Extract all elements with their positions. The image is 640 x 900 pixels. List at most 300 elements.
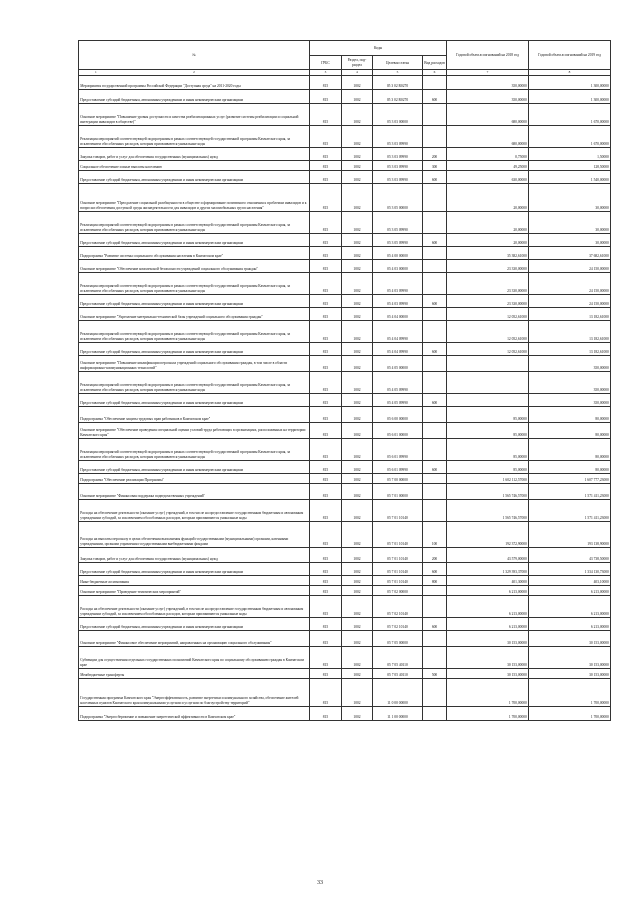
table-row — [79, 668, 611, 678]
row-amount-2019: 350,00000 — [529, 393, 611, 406]
row-name: Закупка товаров, работ и услуг для обеспечения государственных (муниципальных) нужд — [79, 147, 310, 160]
row-target-code: 05 7 02 10140 — [373, 617, 423, 630]
row-amount-2018: 0,75000 — [447, 147, 529, 160]
row-amount-2018: 1 700,00000 — [447, 678, 529, 706]
row-grbs: 815 — [310, 562, 342, 575]
row-section: 1002 — [342, 233, 373, 246]
row-target-code: 11 1 00 00000 — [373, 706, 423, 720]
row-target-code: 05 3 03 09990 — [373, 147, 423, 160]
row-name: Иные бюджетные ассигнования — [79, 575, 310, 585]
page-number: 33 — [317, 880, 323, 886]
row-grbs: 815 — [310, 547, 342, 562]
row-name: Основное мероприятие "Преодоление социальной разобщенности в обществе и формирование позитивного отношения к проблемам инвалидов и к вопросам обеспечения доступной среды жизнедеятельности для инвалидов и других маломобильных групп населения" — [79, 183, 310, 211]
row-amount-2019: 24 150,00000 — [529, 259, 611, 272]
row-section: 1002 — [342, 307, 373, 320]
row-name: Государственная программа Камчатского края "Энергоэффективность, развитие энергетики и коммунального хозяйства, обеспечение жителей населенных пунктов Камчатского края коммунальными услугами и услугами по благоустройству территорий" — [79, 678, 310, 706]
row-name: Основное мероприятие "Обеспечение комплексной безопасности учреждений социального обслуживания граждан" — [79, 259, 310, 272]
row-section: 1002 — [342, 678, 373, 706]
row-grbs: 815 — [310, 499, 342, 521]
row-amount-2019: 350,00000 — [529, 371, 611, 393]
row-section: 1002 — [342, 75, 373, 89]
table-row — [79, 585, 611, 595]
row-grbs: 815 — [310, 706, 342, 720]
row-expense-type: 600 — [423, 294, 447, 307]
row-grbs: 815 — [310, 406, 342, 422]
row-grbs: 815 — [310, 678, 342, 706]
row-target-code: 05 3 05 09990 — [373, 233, 423, 246]
row-target-code: 05 4 03 09990 — [373, 272, 423, 294]
row-section: 1002 — [342, 575, 373, 585]
row-amount-2018: 1 602 112,57000 — [447, 473, 529, 483]
row-expense-type: 600 — [423, 562, 447, 575]
row-amount-2018: 20,00000 — [447, 233, 529, 246]
header-target: Целевая статья — [373, 56, 423, 70]
row-amount-2018: 1 565 746,57000 — [447, 483, 529, 499]
row-section: 1002 — [342, 668, 373, 678]
row-target-code: 05 3 03 09990 — [373, 170, 423, 183]
row-grbs: 815 — [310, 147, 342, 160]
row-name: Предоставление субсидий бюджетным, автономным учреждениям и иным некоммерческим организациям — [79, 460, 310, 473]
row-amount-2019: 403,10000 — [529, 575, 611, 585]
row-name: Предоставление субсидий бюджетным, автономным учреждениям и иным некоммерческим организациям — [79, 170, 310, 183]
row-section: 1002 — [342, 183, 373, 211]
row-section: 1002 — [342, 320, 373, 342]
row-expense-type — [423, 211, 447, 233]
row-amount-2018: 35 382,61000 — [447, 246, 529, 259]
table-row — [79, 259, 611, 272]
header-section: Раздел, под-раздел — [342, 56, 373, 70]
row-expense-type — [423, 259, 447, 272]
row-expense-type — [423, 630, 447, 646]
column-number-8: 8 — [529, 70, 611, 75]
row-amount-2018: 680,00000 — [447, 103, 529, 125]
table-row — [79, 246, 611, 259]
row-name: Реализация мероприятий соответствующей подпрограммы в рамках соответствующей государственной программы Камчатского края, за исключением обособленных расходов, которым присваиваются уникальные коды — [79, 125, 310, 147]
table-row — [79, 473, 611, 483]
row-expense-type — [423, 320, 447, 342]
row-name: Предоставление субсидий бюджетным, автономным учреждениям и иным некоммерческим организациям — [79, 393, 310, 406]
row-section: 1002 — [342, 170, 373, 183]
row-expense-type — [423, 473, 447, 483]
table-row — [79, 499, 611, 521]
row-target-code: 05 3 03 09990 — [373, 160, 423, 170]
row-amount-2018: 192 372,90000 — [447, 521, 529, 547]
table-row — [79, 342, 611, 355]
row-expense-type — [423, 371, 447, 393]
row-expense-type — [423, 585, 447, 595]
row-amount-2019: 1 700,00000 — [529, 706, 611, 720]
row-grbs: 815 — [310, 233, 342, 246]
row-target-code: 05 6 00 00000 — [373, 406, 423, 422]
column-number-3: 3 — [310, 70, 342, 75]
row-section: 1002 — [342, 406, 373, 422]
row-target-code: 05 3 05 09990 — [373, 211, 423, 233]
table-row — [79, 233, 611, 246]
row-amount-2019: 80,00000 — [529, 438, 611, 460]
row-amount-2019: 1 700,00000 — [529, 678, 611, 706]
row-grbs: 815 — [310, 393, 342, 406]
budget-table-sheet — [78, 40, 610, 721]
row-amount-2018: 23 330,00000 — [447, 272, 529, 294]
row-amount-2019: 1 571 411,23000 — [529, 483, 611, 499]
table-row — [79, 320, 611, 342]
header-codes-group: Коды — [310, 41, 447, 56]
row-amount-2019: 13 182,61000 — [529, 307, 611, 320]
row-target-code: 05 7 00 00000 — [373, 473, 423, 483]
row-section: 1002 — [342, 706, 373, 720]
row-target-code: 05 4 05 00000 — [373, 355, 423, 371]
column-number-6: 6 — [423, 70, 447, 75]
row-grbs: 815 — [310, 668, 342, 678]
row-amount-2019: 128,50000 — [529, 160, 611, 170]
table-row — [79, 460, 611, 473]
table-row — [79, 438, 611, 460]
row-amount-2019: 1 571 411,23000 — [529, 499, 611, 521]
row-section: 1002 — [342, 259, 373, 272]
row-amount-2018: 23 330,00000 — [447, 259, 529, 272]
row-name: Предоставление субсидий бюджетным, автономным учреждениям и иным некоммерческим организациям — [79, 562, 310, 575]
table-row — [79, 562, 611, 575]
row-name: Предоставление субсидий бюджетным, автономным учреждениям и иным некоммерческим организациям — [79, 294, 310, 307]
row-target-code: 05 6 01 09990 — [373, 460, 423, 473]
row-section: 1002 — [342, 547, 373, 562]
row-grbs: 815 — [310, 211, 342, 233]
row-amount-2018: 12 052,61000 — [447, 320, 529, 342]
row-amount-2019: 350,00000 — [529, 355, 611, 371]
row-expense-type: 600 — [423, 170, 447, 183]
row-expense-type: 800 — [423, 575, 447, 585]
row-name: Реализация мероприятий соответствующей подпрограммы в рамках соответствующей государственной программы Камчатского края, за исключением обособленных расходов, которым присваиваются уникальные коды — [79, 320, 310, 342]
row-target-code: 05 3 03 00000 — [373, 103, 423, 125]
row-section: 1002 — [342, 438, 373, 460]
row-name: Субвенции для осуществления отдельных государственных полномочий Камчатского края по социальному обслуживанию граждан в Камчатском крае — [79, 646, 310, 668]
table-row — [79, 170, 611, 183]
row-name: Основное мероприятие "Финансовое обеспечение мероприятий, направленных на организацию социального обслуживания" — [79, 630, 310, 646]
table-row — [79, 355, 611, 371]
row-section: 1002 — [342, 342, 373, 355]
row-expense-type — [423, 678, 447, 706]
row-name: Основное мероприятие "Проведение тематических мероприятий" — [79, 585, 310, 595]
column-number-7: 7 — [447, 70, 529, 75]
row-target-code: 05 7 01 00000 — [373, 483, 423, 499]
row-name: Основное мероприятие "Финансовая поддержка подведомственных учреждений" — [79, 483, 310, 499]
row-section: 1002 — [342, 646, 373, 668]
row-amount-2019: 24 150,00000 — [529, 294, 611, 307]
row-amount-2019: 30 153,00000 — [529, 630, 611, 646]
row-name: Предоставление субсидий бюджетным, автономным учреждениям и иным некоммерческим организациям — [79, 342, 310, 355]
row-expense-type: 500 — [423, 668, 447, 678]
row-target-code: 05 7 05 40110 — [373, 668, 423, 678]
table-row — [79, 75, 611, 89]
column-number-5: 5 — [373, 70, 423, 75]
column-number-cell — [79, 70, 310, 75]
row-name: Предоставление субсидий бюджетным, автономным учреждениям и иным некоммерческим организациям — [79, 617, 310, 630]
row-name: Закупка товаров, работ и услуг для обеспечения государственных (муниципальных) нужд — [79, 547, 310, 562]
row-amount-2018: 630,00000 — [447, 170, 529, 183]
row-target-code: 05 3 05 00000 — [373, 183, 423, 211]
row-grbs: 815 — [310, 371, 342, 393]
row-grbs: 815 — [310, 460, 342, 473]
row-expense-type: 600 — [423, 460, 447, 473]
row-amount-2018: 85,00000 — [447, 438, 529, 460]
row-expense-type — [423, 183, 447, 211]
row-expense-type — [423, 646, 447, 668]
table-row — [79, 617, 611, 630]
row-amount-2019: 30 153,00000 — [529, 646, 611, 668]
table-row — [79, 646, 611, 668]
row-amount-2019: 1 300,00000 — [529, 89, 611, 103]
row-amount-2018: 49,25000 — [447, 160, 529, 170]
table-body — [79, 75, 611, 720]
row-name: Реализация мероприятий соответствующей подпрограммы в рамках соответствующей государственной программы Камчатского края, за исключением обособленных расходов, которым присваиваются уникальные коды — [79, 438, 310, 460]
row-amount-2018: 20,00000 — [447, 211, 529, 233]
table-row — [79, 147, 611, 160]
row-expense-type: 600 — [423, 617, 447, 630]
row-amount-2018 — [447, 355, 529, 371]
row-section: 1002 — [342, 147, 373, 160]
row-grbs: 815 — [310, 355, 342, 371]
row-grbs: 815 — [310, 170, 342, 183]
table-row — [79, 272, 611, 294]
row-expense-type: 600 — [423, 233, 447, 246]
row-amount-2019: 80,00000 — [529, 406, 611, 422]
row-expense-type — [423, 103, 447, 125]
table-row — [79, 595, 611, 617]
row-grbs: 815 — [310, 422, 342, 438]
row-amount-2019: 6 213,00000 — [529, 585, 611, 595]
row-name: Социальное обеспечение и иные выплаты населению — [79, 160, 310, 170]
row-amount-2018: 1 565 746,57000 — [447, 499, 529, 521]
row-section: 1002 — [342, 521, 373, 547]
row-grbs: 815 — [310, 183, 342, 211]
row-amount-2018: 1 329 393,37000 — [447, 562, 529, 575]
row-name: Подпрограмма "Обеспечение защиты трудовых прав работников в Камчатском крае" — [79, 406, 310, 422]
row-grbs: 815 — [310, 75, 342, 89]
row-amount-2019: 193 138,90000 — [529, 521, 611, 547]
row-amount-2019: 80,00000 — [529, 460, 611, 473]
table-row — [79, 422, 611, 438]
row-amount-2019: 24 150,00000 — [529, 272, 611, 294]
header-amount-2018: Годовой объем ассигнований на 2018 год — [447, 41, 529, 70]
row-name: Расходы на обеспечение деятельности (оказание услуг) учреждений, в том числе на предоставление государственным бюджетным и автономным учреждениям субсидий, за исключением обособленных расходов, которым присваиваются уникальные коды — [79, 499, 310, 521]
row-section: 1002 — [342, 294, 373, 307]
row-target-code: 05 7 02 00000 — [373, 585, 423, 595]
row-name: Реализация мероприятий соответствующей подпрограммы в рамках соответствующей государственной программы Камчатского края, за исключением обособленных расходов, которым присваиваются уникальные коды — [79, 211, 310, 233]
row-target-code: 05 6 01 00000 — [373, 422, 423, 438]
header-amount-2019: Годовой объем ассигнований на 2019 год — [529, 41, 611, 70]
row-expense-type: 200 — [423, 147, 447, 160]
row-target-code: 05 3 02 R0270 — [373, 75, 423, 89]
row-grbs: 815 — [310, 125, 342, 147]
row-grbs: 815 — [310, 630, 342, 646]
row-section: 1002 — [342, 393, 373, 406]
row-expense-type: 300 — [423, 160, 447, 170]
table-row — [79, 547, 611, 562]
row-amount-2019: 37 682,61000 — [529, 246, 611, 259]
row-amount-2018: 20,00000 — [447, 183, 529, 211]
row-section: 1002 — [342, 246, 373, 259]
table-row — [79, 125, 611, 147]
row-amount-2019: 1 334 130,73000 — [529, 562, 611, 575]
row-target-code: 05 4 04 09990 — [373, 342, 423, 355]
row-amount-2018: 12 052,61000 — [447, 342, 529, 355]
row-amount-2018: 401,30000 — [447, 575, 529, 585]
row-grbs: 815 — [310, 307, 342, 320]
row-expense-type — [423, 499, 447, 521]
row-target-code: 05 3 02 R0270 — [373, 89, 423, 103]
row-amount-2019: 13 182,61000 — [529, 342, 611, 355]
row-name: Предоставление субсидий бюджетным, автономным учреждениям и иным некоммерческим организациям — [79, 89, 310, 103]
row-name: Расходы на обеспечение деятельности (оказание услуг) учреждений, в том числе на предоставление государственным бюджетным и автономным учреждениям субсидий, за исключением обособленных расходов, которым присваиваются уникальные коды — [79, 595, 310, 617]
row-expense-type — [423, 706, 447, 720]
row-grbs: 815 — [310, 320, 342, 342]
row-expense-type: 600 — [423, 342, 447, 355]
row-grbs: 815 — [310, 595, 342, 617]
row-target-code: 05 4 05 09990 — [373, 371, 423, 393]
row-section: 1002 — [342, 211, 373, 233]
row-grbs: 815 — [310, 342, 342, 355]
row-amount-2019: 30,00000 — [529, 183, 611, 211]
row-grbs: 815 — [310, 294, 342, 307]
row-name: Расходы на выплаты персоналу в целях обеспечения выполнения функций государственными (муниципальными) органами, казенными учреждениями, органами управления государственными внебюджетными фондами — [79, 521, 310, 547]
row-target-code: 05 7 01 10140 — [373, 521, 423, 547]
row-grbs: 815 — [310, 160, 342, 170]
row-name: Подпрограмма "Энергосбережение и повышение энергетической эффективности в Камчатском крае" — [79, 706, 310, 720]
table-row — [79, 630, 611, 646]
row-amount-2018: 12 052,61000 — [447, 307, 529, 320]
table-row — [79, 678, 611, 706]
budget-table — [78, 40, 611, 721]
row-amount-2019: 80,00000 — [529, 422, 611, 438]
row-section: 1002 — [342, 89, 373, 103]
row-target-code: 05 4 00 00000 — [373, 246, 423, 259]
table-row — [79, 706, 611, 720]
row-expense-type — [423, 422, 447, 438]
row-section: 1002 — [342, 562, 373, 575]
row-amount-2018: 85,00000 — [447, 422, 529, 438]
row-target-code: 05 4 03 00000 — [373, 259, 423, 272]
row-expense-type — [423, 438, 447, 460]
row-target-code: 05 4 05 09990 — [373, 393, 423, 406]
row-expense-type: 600 — [423, 393, 447, 406]
table-row — [79, 294, 611, 307]
row-target-code: 11 0 00 00000 — [373, 678, 423, 706]
row-amount-2018: 85,00000 — [447, 460, 529, 473]
row-name: Предоставление субсидий бюджетным, автономным учреждениям и иным некоммерческим организациям — [79, 233, 310, 246]
row-target-code: 05 6 01 09990 — [373, 438, 423, 460]
row-section: 1002 — [342, 125, 373, 147]
row-grbs: 815 — [310, 646, 342, 668]
row-grbs: 815 — [310, 617, 342, 630]
row-amount-2019: 1 300,00000 — [529, 75, 611, 89]
row-amount-2019: 13 182,61000 — [529, 320, 611, 342]
row-expense-type — [423, 406, 447, 422]
row-section: 1002 — [342, 160, 373, 170]
row-grbs: 815 — [310, 521, 342, 547]
row-name: Основное мероприятие "Обеспечение проведения специальной оценки условий труда работающих в организациях, расположенных на территории Камчатского края" — [79, 422, 310, 438]
table-row — [79, 211, 611, 233]
row-section: 1002 — [342, 630, 373, 646]
row-section: 1002 — [342, 103, 373, 125]
row-amount-2018: 1 700,00000 — [447, 706, 529, 720]
row-section: 1002 — [342, 272, 373, 294]
row-expense-type — [423, 272, 447, 294]
row-grbs: 815 — [310, 89, 342, 103]
row-name: Подпрограмма "Обеспечение реализации Программы" — [79, 473, 310, 483]
row-name: Межбюджетные трансферты — [79, 668, 310, 678]
row-expense-type: 600 — [423, 89, 447, 103]
row-expense-type: 200 — [423, 547, 447, 562]
row-section: 1002 — [342, 422, 373, 438]
row-target-code: 05 7 05 40110 — [373, 646, 423, 668]
table-row — [79, 89, 611, 103]
row-expense-type — [423, 483, 447, 499]
row-amount-2019: 6 213,00000 — [529, 617, 611, 630]
row-grbs: 815 — [310, 246, 342, 259]
row-target-code: 05 4 04 09990 — [373, 320, 423, 342]
row-amount-2019: 6 213,00000 — [529, 595, 611, 617]
row-amount-2019: 1 670,00000 — [529, 103, 611, 125]
row-amount-2018: 350,00000 — [447, 75, 529, 89]
row-expense-type: 100 — [423, 521, 447, 547]
row-section: 1002 — [342, 483, 373, 499]
row-amount-2018 — [447, 393, 529, 406]
row-target-code: 05 7 01 10140 — [373, 499, 423, 521]
header-grbs: ГРБС — [310, 56, 342, 70]
row-amount-2018 — [447, 371, 529, 393]
header-number: № — [79, 41, 310, 70]
row-section: 1002 — [342, 499, 373, 521]
table-row — [79, 406, 611, 422]
row-section: 1002 — [342, 371, 373, 393]
row-target-code: 05 4 04 00000 — [373, 307, 423, 320]
table-row — [79, 103, 611, 125]
row-amount-2019: 43 738,50000 — [529, 547, 611, 562]
row-target-code: 05 7 01 10140 — [373, 562, 423, 575]
row-amount-2018: 23 330,00000 — [447, 294, 529, 307]
row-name: Реализация мероприятий соответствующей подпрограммы в рамках соответствующей государственной программы Камчатского края, за исключением обособленных расходов, которым присваиваются уникальные коды — [79, 272, 310, 294]
row-name: Реализация мероприятий соответствующей подпрограммы в рамках соответствующей государственной программы Камчатского края, за исключением обособленных расходов, которым присваиваются уникальные коды — [79, 371, 310, 393]
row-name: Основное мероприятие "Повышение квалификации персонала учреждений социального обслуживания граждан, в том числе в области информационно-коммуникационных технологий" — [79, 355, 310, 371]
row-amount-2019: 30,00000 — [529, 233, 611, 246]
row-amount-2019: 30,00000 — [529, 211, 611, 233]
row-section: 1002 — [342, 473, 373, 483]
row-section: 1002 — [342, 595, 373, 617]
table-row — [79, 393, 611, 406]
table-row — [79, 307, 611, 320]
row-name: Основное мероприятие "Повышение уровня доступности и качества реабилитационных услуг (развитие системы реабилитации и социальной интеграции инвалидов в обществе)" — [79, 103, 310, 125]
row-grbs: 815 — [310, 575, 342, 585]
row-amount-2018: 30 153,00000 — [447, 668, 529, 678]
column-number-2: 2 — [193, 70, 195, 75]
row-name: Основное мероприятие "Укрепление материально-технической базы учреждений социального обслуживания граждан" — [79, 307, 310, 320]
column-number-1: 1 — [95, 70, 97, 75]
row-target-code: 05 4 03 09990 — [373, 294, 423, 307]
row-amount-2018: 6 213,00000 — [447, 595, 529, 617]
row-expense-type — [423, 75, 447, 89]
row-target-code: 05 7 05 00000 — [373, 630, 423, 646]
row-grbs: 815 — [310, 438, 342, 460]
row-target-code: 05 7 02 10140 — [373, 595, 423, 617]
row-grbs: 815 — [310, 272, 342, 294]
table-row — [79, 183, 611, 211]
row-amount-2019: 30 153,00000 — [529, 668, 611, 678]
row-amount-2018: 43 579,00000 — [447, 547, 529, 562]
row-grbs: 815 — [310, 483, 342, 499]
table-row — [79, 483, 611, 499]
row-expense-type — [423, 246, 447, 259]
table-row — [79, 521, 611, 547]
